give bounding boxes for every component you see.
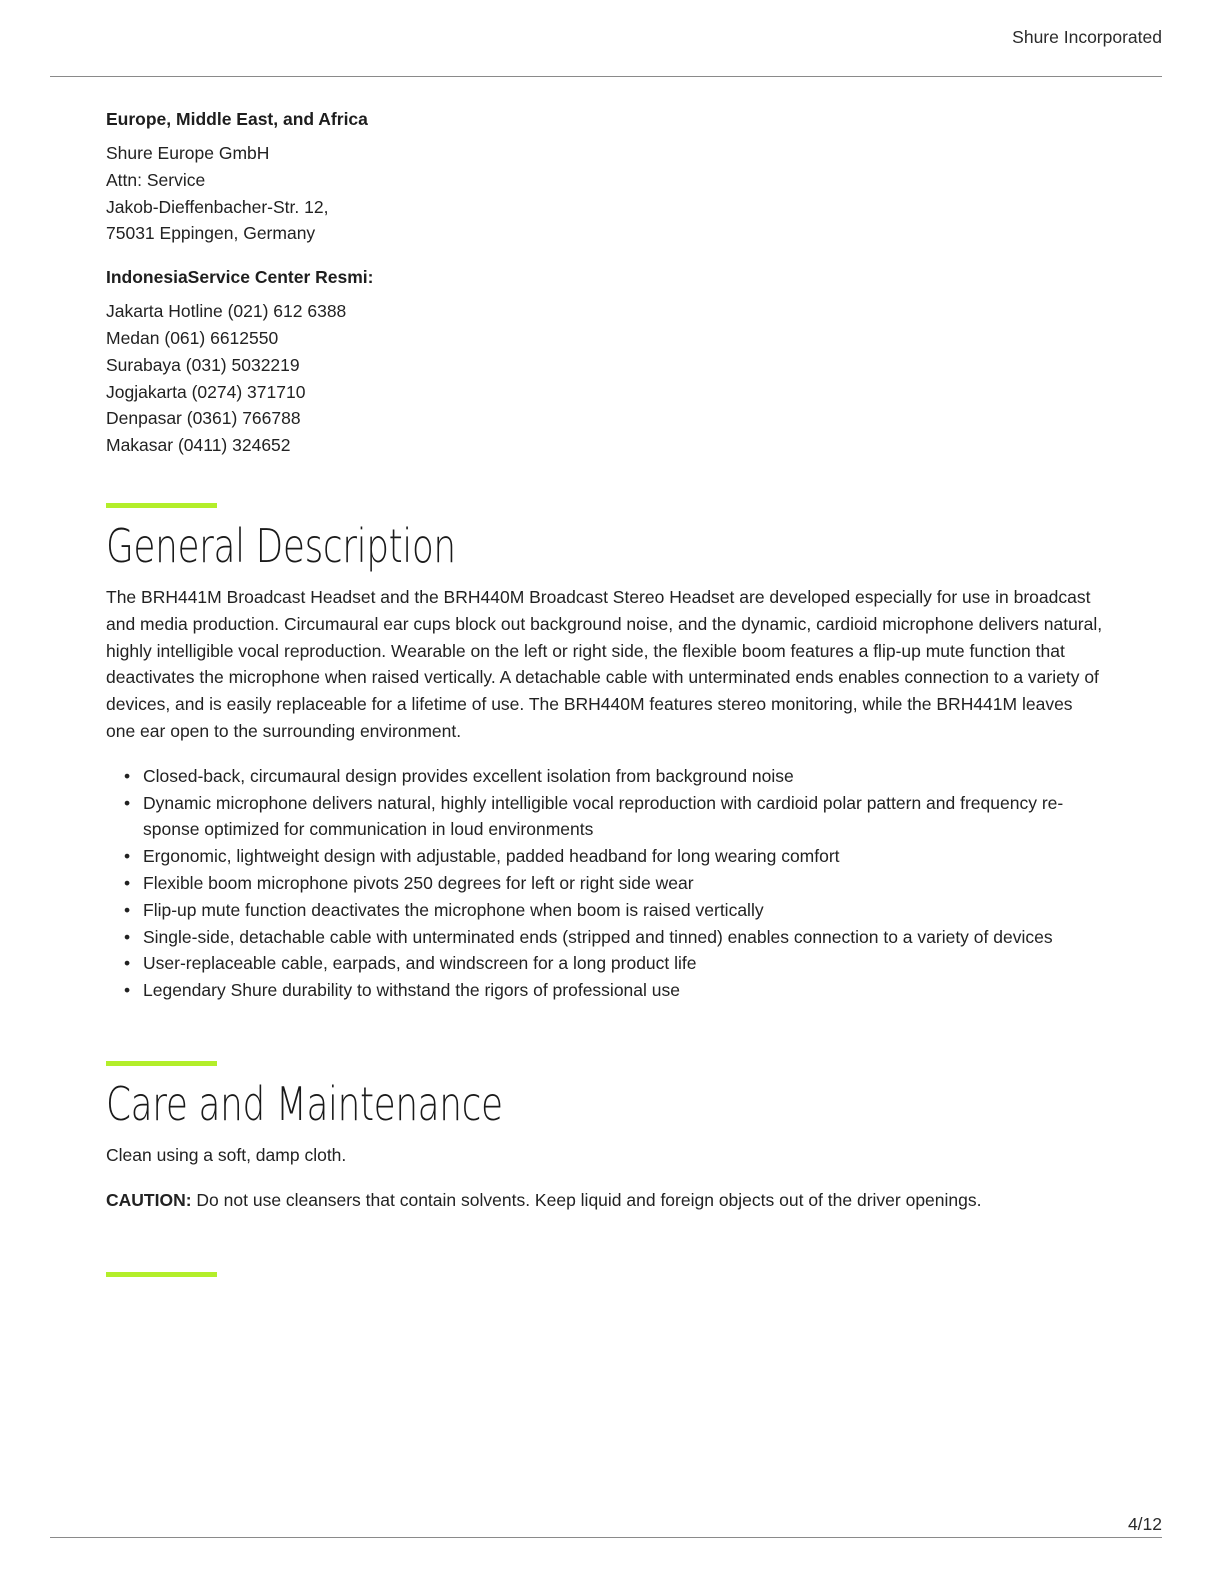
feature-list-item: • Flip-up mute function deactivates the microphone when boom is raised vertically	[106, 897, 1106, 924]
indonesia-label: IndonesiaService Center Resmi:	[106, 267, 374, 288]
feature-list-item: • Flexible boom microphone pivots 250 degrees for left or right side wear	[106, 870, 1106, 897]
page-content	[106, 106, 1106, 1277]
footer-divider	[50, 1537, 1162, 1538]
address-line: 75031 Eppingen, Germany	[106, 223, 316, 244]
emea-label: Europe, Middle East, and Africa	[106, 109, 368, 129]
caution-label: CAUTION:	[106, 1189, 192, 1210]
indonesia-service-block	[106, 264, 1106, 459]
care-paragraph: Clean using a soft, damp cloth.	[106, 1144, 347, 1165]
contact-line: Surabaya (031) 5032219	[106, 354, 300, 375]
page-number: 4/12	[1127, 1514, 1162, 1534]
feature-list-item: • Dynamic microphone delivers natural, highly intelligible vocal reproduction with cardioid polar pattern and frequency response optimized for communication in loud environments	[106, 790, 1106, 844]
header-company-name: Shure Incorporated	[1012, 27, 1162, 47]
general-description-section	[106, 503, 1106, 1004]
trailing-accent-bar	[106, 1272, 217, 1277]
address-line: Shure Europe GmbH	[106, 143, 270, 163]
emea-address-block	[106, 106, 1106, 247]
feature-list-item: • Closed-back, circumaural design provides excellent isolation from background noise	[106, 763, 1106, 790]
emea-address	[106, 140, 1106, 247]
section-accent-bar	[106, 503, 217, 508]
contact-line: Jogjakarta (0274) 371710	[106, 381, 306, 402]
feature-list-item: • Single-side, detachable cable with unterminated ends (stripped and tinned) enables connection to a variety of devices	[106, 924, 1106, 951]
section-accent-bar	[106, 1061, 217, 1066]
care-maintenance-heading: Care and Maintenance	[106, 1076, 503, 1131]
feature-list-item: • User-replaceable cable, earpads, and windscreen for a long product life	[106, 950, 1106, 977]
general-description-heading: General Description	[106, 518, 456, 573]
caution-paragraph	[106, 1187, 1106, 1214]
address-line: Attn: Service	[106, 169, 206, 190]
feature-list-item: • Legendary Shure durability to withstand the rigors of professional use	[106, 977, 1106, 1004]
general-description-paragraph: The BRH441M Broadcast Headset and the BRH440M Broadcast Stereo Headset are developed especially for use in broadcast and media production. Circumaural ear cups block out background noise, and the dynamic, cardioid microphone delivers natural, highly intelligible vocal reproduction. Wearable on the left or right side, the flexible boom features a flip-up mute function that deactivates the microphone when raised vertically. A detachable cable with unterminated ends enables connection to a variety of devices, and is easily replaceable for a lifetime of use. The BRH440M features stereo monitoring, while the BRH441M leaves one ear open to the surrounding environment.	[106, 586, 1103, 741]
contact-line: Jakarta Hotline (021) 612 6388	[106, 301, 347, 322]
header-divider	[50, 76, 1162, 77]
feature-list-item: • Ergonomic, lightweight design with adjustable, padded headband for long wearing comfort	[106, 843, 1106, 870]
contact-line: Medan (061) 6612550	[106, 327, 279, 348]
care-maintenance-section	[106, 1061, 1106, 1214]
contact-line: Makasar (0411) 324652	[106, 435, 291, 456]
contact-line: Denpasar (0361) 766788	[106, 408, 301, 429]
feature-list	[106, 763, 1106, 1004]
indonesia-contacts	[106, 298, 1106, 459]
address-line: Jakob-Dieffenbacher-Str. 12,	[106, 196, 329, 217]
caution-text: Do not use cleansers that contain solvents. Keep liquid and foreign objects out of the driver openings.	[191, 1189, 982, 1210]
